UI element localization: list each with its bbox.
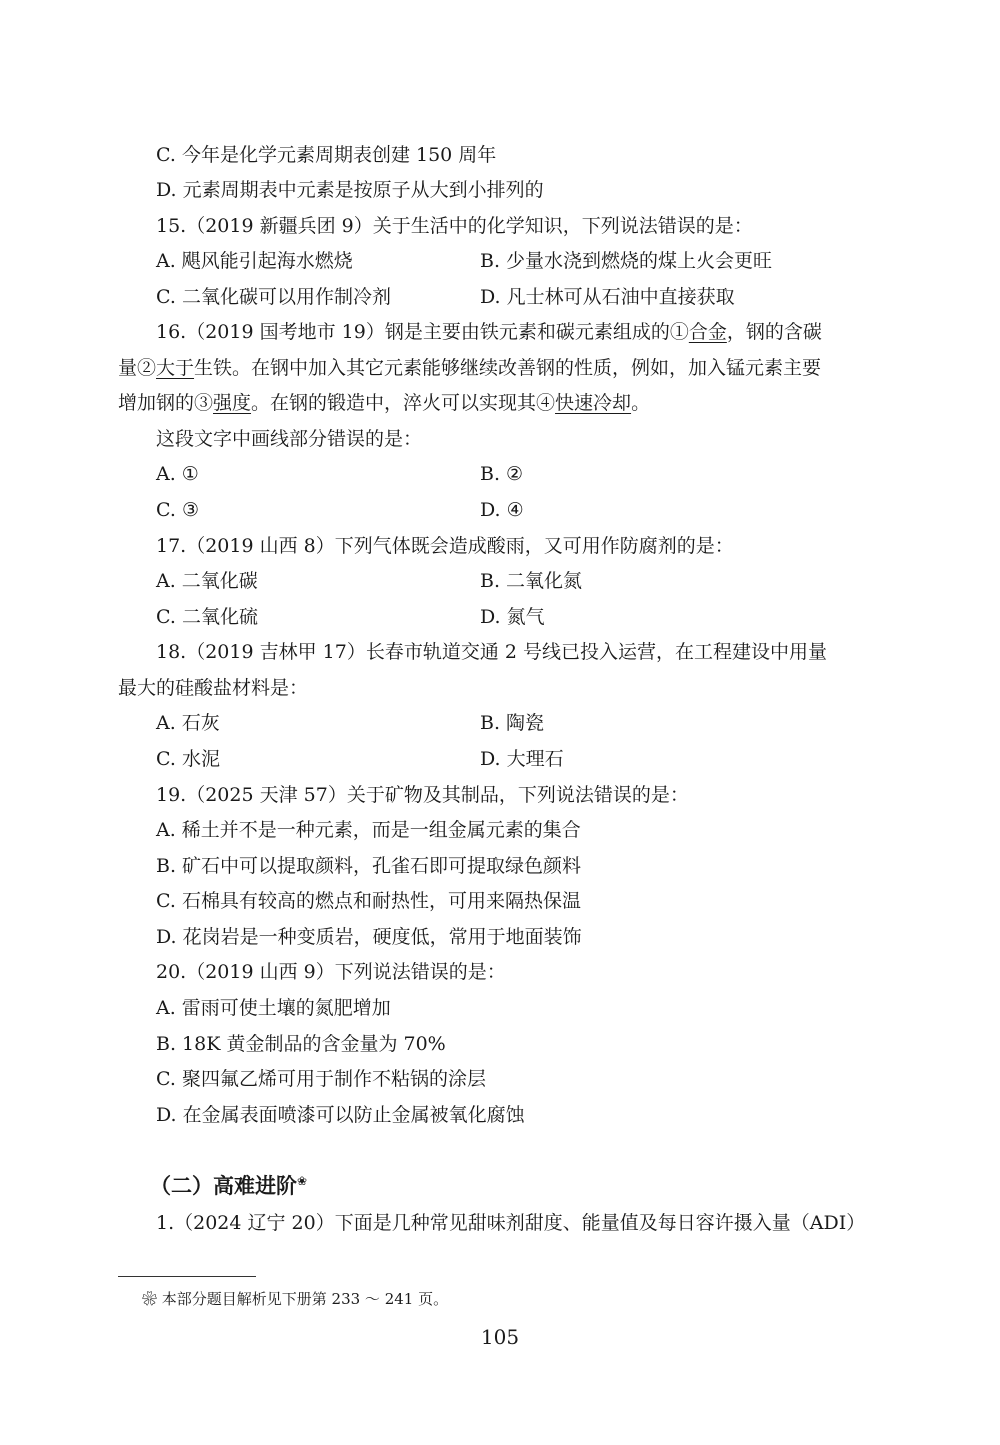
footnote-rule — [118, 1276, 256, 1277]
q19-option-b: B. 矿石中可以提取颜料，孔雀石即可提取绿色颜料 — [156, 855, 582, 877]
q15-option-b: B. 少量水浇到燃烧的煤上火会更旺 — [480, 250, 773, 272]
q16-line-3: 增加钢的③强度。在钢的锻造中，淬火可以实现其④快速冷却。 — [118, 392, 651, 414]
q18-line-2: 最大的硅酸盐材料是： — [118, 677, 309, 699]
q20-option-b: B. 18K 黄金制品的含金量为 70% — [156, 1033, 446, 1055]
q17-option-b: B. 二氧化氮 — [480, 570, 583, 592]
q16-option-d: D. ④ — [480, 499, 524, 521]
q19-option-d: D. 花岗岩是一种变质岩，硬度低，常用于地面装饰 — [156, 926, 582, 948]
q17-option-a: A. 二氧化碳 — [156, 570, 258, 592]
q16-option-c: C. ③ — [156, 499, 199, 521]
q16-line-1: 16.（2019 国考地市 19）钢是主要由铁元素和碳元素组成的①合金，钢的含碳 — [156, 321, 822, 343]
q18-option-a: A. 石灰 — [156, 712, 220, 734]
q20-option-c: C. 聚四氟乙烯可用于制作不粘锅的涂层 — [156, 1068, 486, 1090]
q19-option-c: C. 石棉具有较高的燃点和耐热性，可用来隔热保温 — [156, 890, 581, 912]
q19-option-a: A. 稀土并不是一种元素，而是一组金属元素的集合 — [156, 819, 581, 841]
q15-stem: 15.（2019 新疆兵团 9）关于生活中的化学知识，下列说法错误的是： — [156, 215, 753, 237]
section-title: （二）高难进阶 — [150, 1174, 297, 1198]
q20-option-d: D. 在金属表面喷漆可以防止金属被氧化腐蚀 — [156, 1104, 525, 1126]
q16-underline-3: 强度 — [213, 392, 252, 414]
q16-underline-2: 大于 — [156, 357, 195, 379]
q17-option-d: D. 氮气 — [480, 606, 545, 628]
page-number: 105 — [480, 1325, 520, 1349]
q16-underline-4: 快速冷却 — [555, 392, 632, 414]
q14-option-c: C. 今年是化学元素周期表创建 150 周年 — [156, 144, 497, 166]
footnote-mark-icon: ❀ — [297, 1174, 308, 1188]
q16-option-b: B. ② — [480, 463, 524, 485]
q15-option-d: D. 凡士林可从石油中直接获取 — [480, 286, 735, 308]
q18-option-d: D. 大理石 — [480, 748, 564, 770]
q16-line-4: 这段文字中画线部分错误的是： — [156, 428, 423, 450]
section-heading — [150, 1170, 307, 1200]
q17-stem: 17.（2019 山西 8）下列气体既会造成酸雨，又可用作防腐剂的是： — [156, 535, 734, 557]
q18-line-1: 18.（2019 吉林甲 17）长春市轨道交通 2 号线已投入运营，在工程建设中用量 — [156, 641, 827, 663]
q16-underline-1: 合金 — [688, 321, 727, 343]
q20-stem: 20.（2019 山西 9）下列说法错误的是： — [156, 961, 506, 983]
q17-option-c: C. 二氧化硫 — [156, 606, 258, 628]
footnote: ❀ 本部分题目解析见下册第 233 ～ 241 页。 — [142, 1290, 449, 1308]
q14-option-d: D. 元素周期表中元素是按原子从大到小排列的 — [156, 179, 544, 201]
q16-option-a: A. ① — [156, 463, 199, 485]
q20-option-a: A. 雷雨可使土壤的氮肥增加 — [156, 997, 391, 1019]
q18-option-b: B. 陶瓷 — [480, 712, 545, 734]
q16-line-2: 量②大于生铁。在钢中加入其它元素能够继续改善钢的性质，例如，加入锰元素主要 — [118, 357, 822, 379]
q15-option-c: C. 二氧化碳可以用作制冷剂 — [156, 286, 391, 308]
q18-option-c: C. 水泥 — [156, 748, 220, 770]
q19-stem: 19.（2025 天津 57）关于矿物及其制品，下列说法错误的是： — [156, 784, 689, 806]
advanced-q1-stem: 1.（2024 辽宁 20）下面是几种常见甜味剂甜度、能量值及每日容许摄入量（ADI） — [156, 1212, 866, 1234]
q15-option-a: A. 飓风能引起海水燃烧 — [156, 250, 353, 272]
